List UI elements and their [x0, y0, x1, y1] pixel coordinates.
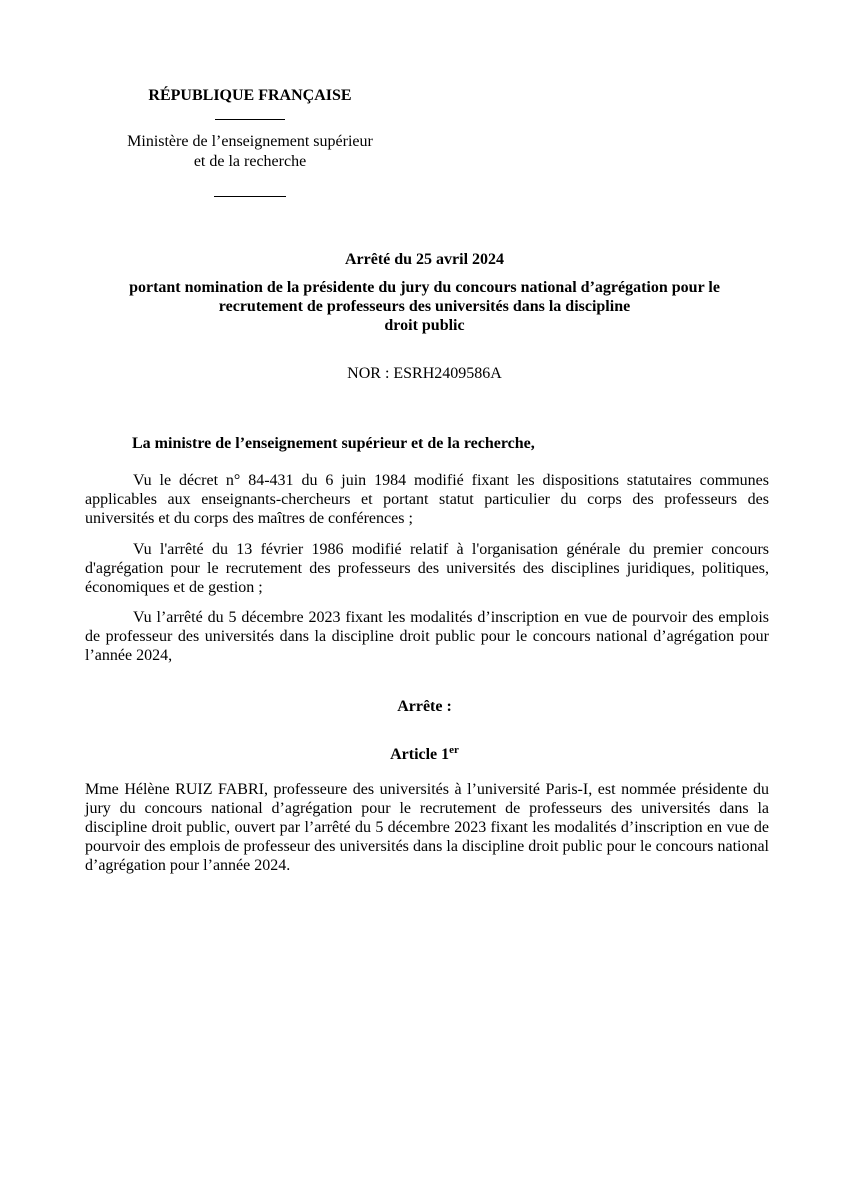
country-heading: RÉPUBLIQUE FRANÇAISE	[148, 87, 352, 104]
arrete-subject	[90, 278, 759, 335]
ministry-line-2: et de la recherche	[193, 153, 307, 170]
subject-line-2: recrutement de professeurs des universités dans la discipline	[218, 298, 631, 315]
ministry-divider	[214, 196, 286, 197]
article-title: Article 1	[390, 746, 450, 763]
nor-reference: NOR : ESRH2409586A	[347, 365, 502, 382]
article-heading	[90, 745, 759, 765]
header-divider	[215, 119, 285, 120]
visa-text: Vu l’arrêté du 5 décembre 2023 fixant les modalités d’inscription en vue de pourvoir des emplois de professeur des universités dans la discipline droit public pour le concours national d’agrégation pour l’année 2024,	[85, 609, 769, 664]
visa-text: Vu l'arrêté du 13 février 1986 modifié relatif à l'organisation générale du premier concours d'agrégation pour le recrutement des professeurs des universités des disciplines juridiques, politiques, économiques et de gestion ;	[85, 541, 769, 596]
subject-line-1: portant nomination de la présidente du jury du concours national d’agrégation pour le	[129, 279, 720, 296]
article-body: Mme Hélène RUIZ FABRI, professeure des universités à l’université Paris-I, est nommée présidente du jury du concours national d’agrégation pour le recrutement de professeurs des universités dans la discipline droit public, ouvert par l’arrêté du 5 décembre 2023 fixant les modalités d’inscription en vue de pourvoir des emplois de professeur des universités dans la discipline droit public pour le concours national d’agrégation pour l’année 2024.	[85, 781, 769, 874]
visa-paragraph	[85, 608, 769, 665]
ministry-line-1: Ministère de l’enseignement supérieur	[127, 133, 373, 150]
minister-line: La ministre de l’enseignement supérieur et de la recherche,	[132, 435, 535, 452]
visa-paragraph	[85, 471, 769, 528]
visa-text: Vu le décret n° 84-431 du 6 juin 1984 modifié fixant les dispositions statutaires communes applicables aux enseignants-chercheurs et portant statut particulier du corps des professeurs des universités et du corps des maîtres de conférences ;	[85, 472, 769, 527]
arrete-title: Arrêté du 25 avril 2024	[344, 251, 505, 268]
ministry-name	[110, 132, 390, 172]
article-superscript: er	[449, 744, 459, 756]
visa-paragraph	[85, 540, 769, 597]
subject-line-3: droit public	[384, 317, 465, 334]
decision-heading: Arrête :	[397, 698, 452, 715]
letterhead	[110, 86, 390, 197]
